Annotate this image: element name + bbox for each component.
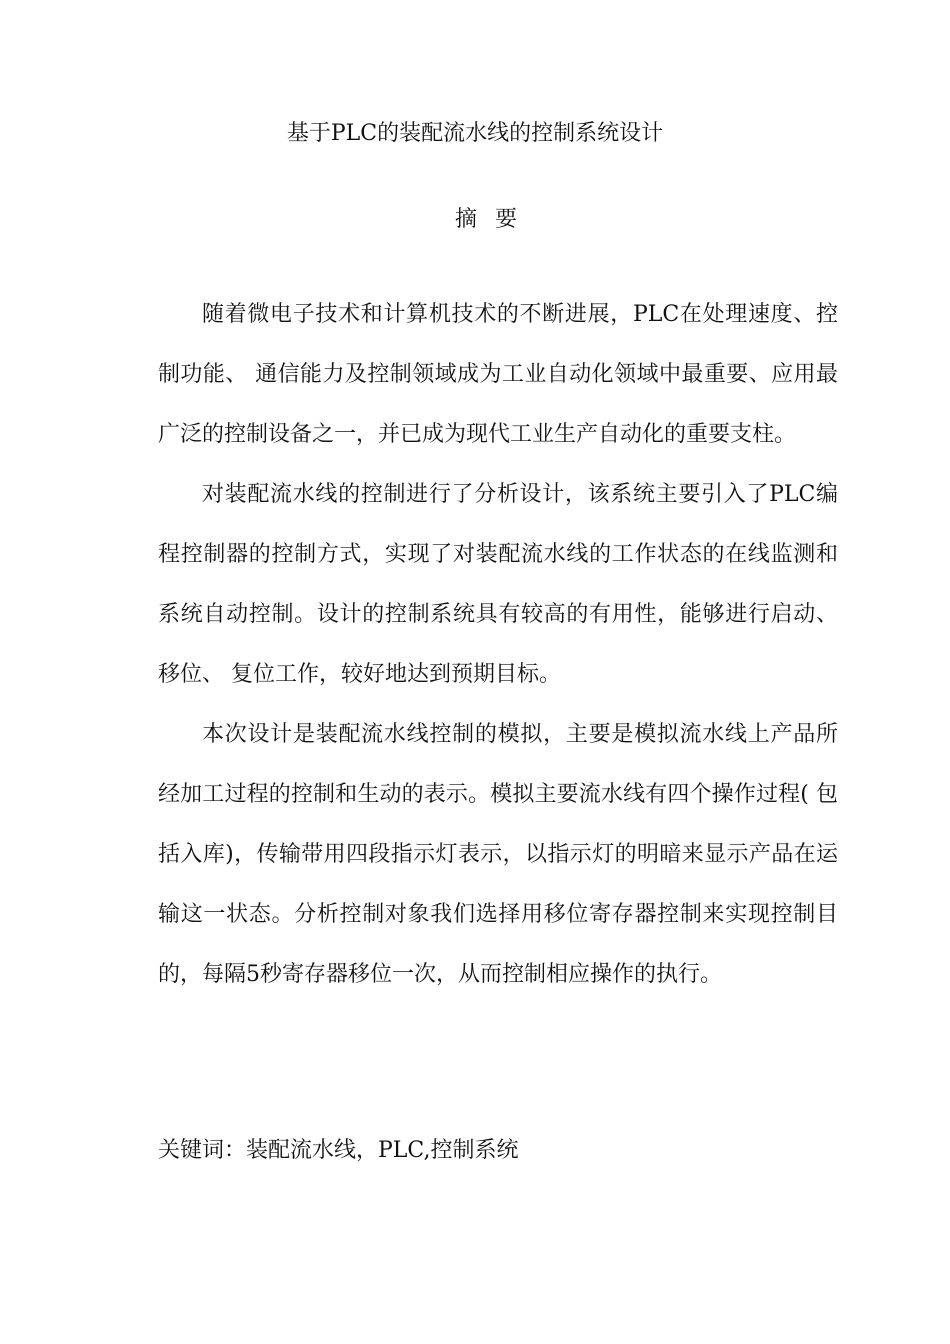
abstract-paragraph-3: 本次设计是装配流水线控制的模拟，主要是模拟流水线上产品所经加工过程的控制和生动的表示。模拟主要流水线有四个操作过程( 包括入库)，传输带用四段指示灯表示，以指示灯的明暗来显示产品在运输这一状态。分析控制对象我们选择用移位寄存器控制来实现控制目的，每隔5秒寄存器移位一次，从而控制相应操作的执行。 — [158, 722, 838, 987]
abstract-paragraph-2: 对装配流水线的控制进行了分析设计，该系统主要引入了PLC编程控制器的控制方式，实现了对装配流水线的工作状态的在线监测和系统自动控制。设计的控制系统具有较高的有用性，能够进行启动、 移位、 复位工作，较好地达到预期目标。 — [158, 482, 838, 687]
abstract-paragraph-1: 随着微电子技术和计算机技术的不断进展，PLC在处理速度、控制功能、 通信能力及控制领域成为工业自动化领域中最重要、应用最广泛的控制设备之一，并已成为现代工业生产自动化的重要支柱。 — [158, 302, 838, 447]
document-title: 基于PLC的装配流水线的控制系统设计 — [286, 121, 664, 146]
abstract-heading: 摘要 — [454, 207, 535, 232]
abstract-body — [158, 285, 838, 1005]
keywords-line: 关键词：装配流水线，PLC,控制系统 — [158, 1138, 519, 1163]
